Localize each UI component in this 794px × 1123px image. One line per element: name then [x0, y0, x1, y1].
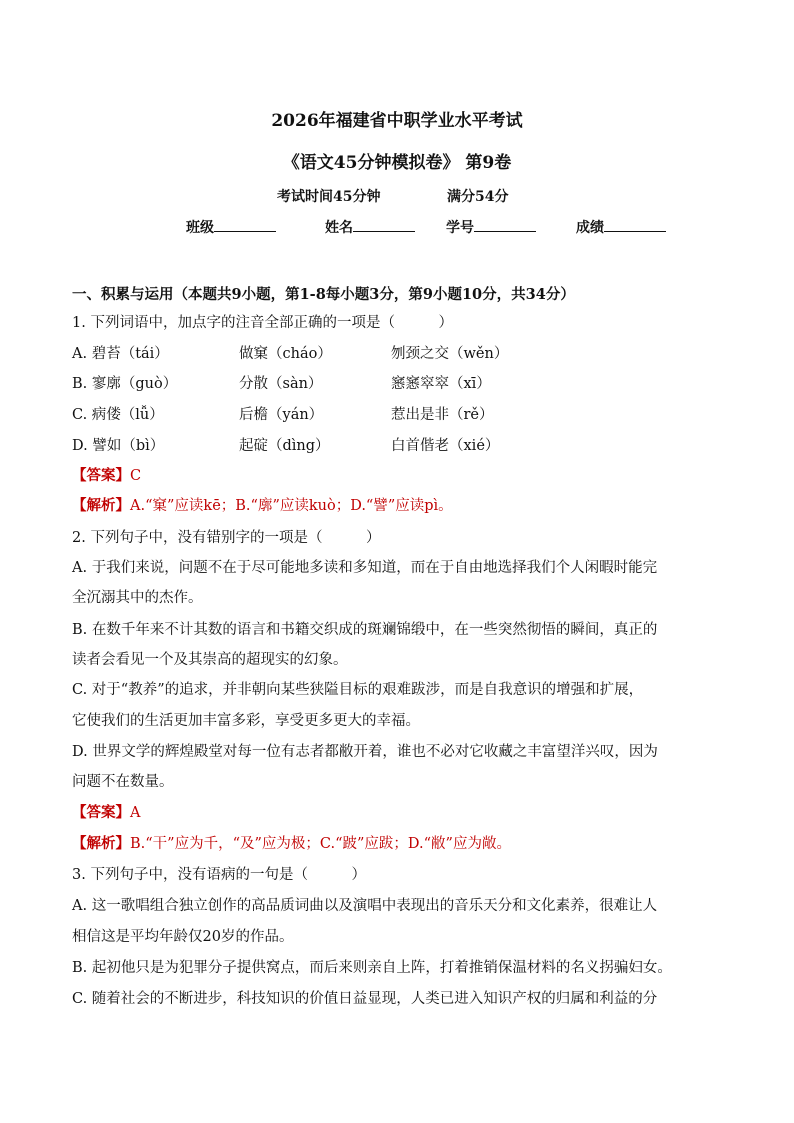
exam-subtitle: 《语文45分钟模拟卷》 第9卷 — [282, 153, 512, 173]
q1-option-c-2: 后檐（yán） — [239, 407, 324, 423]
q1-option-d-3: 白首偕老（xié） — [391, 438, 500, 454]
q2-option-d-line2: 问题不在数量。 — [72, 774, 174, 790]
q1-explain-tag: 【解析】 — [72, 497, 130, 514]
field-name-label: 姓名 — [325, 220, 353, 236]
q2-answer-value: A — [130, 805, 141, 821]
q1-option-a: A. 碧苔（tái） — [72, 346, 169, 362]
q1-option-b-2: 分散（sàn） — [239, 376, 323, 392]
field-id — [446, 217, 536, 237]
q3-option-a-line2: 相信这是平均年龄仅20岁的作品。 — [72, 929, 294, 945]
q1-option-b-3: 窸窸窣窣（xī） — [391, 376, 491, 392]
q2-option-c-line1: C. 对于“教养”的追求，并非朝向某些狭隘目标的艰难跋涉，而是自我意识的增强和扩展， — [72, 682, 644, 698]
field-id-label: 学号 — [446, 220, 474, 236]
q1-option-a-2: 做窠（cháo） — [239, 346, 332, 362]
q2-option-d-line1: D. 世界文学的辉煌殿堂对每一位有志者都敝开着，谁也不必对它收藏之丰富望洋兴叹，因为 — [72, 744, 658, 760]
q1-option-c: C. 病偻（lǚ） — [72, 407, 164, 423]
q1-option-c-3: 惹出是非（rě） — [391, 407, 494, 423]
q1-option-d-2: 起碇（dìng） — [239, 438, 330, 454]
q3-stem: 3. 下列句子中，没有语病的一句是（ ） — [72, 867, 366, 883]
q2-explain-text: B.“干”应为千，“及”应为极；C.“跛”应跋；D.“敝”应为敞。 — [130, 836, 511, 852]
q2-option-b-line1: B. 在数千年来不计其数的语言和书籍交织成的斑斓锦缎中，在一些突然彻悟的瞬间，真正的 — [72, 622, 658, 638]
q1-explain — [72, 496, 453, 516]
field-name-blank[interactable] — [353, 219, 415, 232]
exam-title: 2026年福建省中职学业水平考试 — [271, 111, 523, 131]
q2-answer — [72, 803, 140, 823]
q2-option-a-line1: A. 于我们来说，问题不在于尽可能地多读和多知道，而在于自由地选择我们个人闲暇时能完 — [72, 560, 658, 576]
q2-stem: 2. 下列句子中，没有错别字的一项是（ ） — [72, 530, 381, 546]
field-id-blank[interactable] — [474, 219, 536, 232]
field-class-label: 班级 — [186, 220, 214, 236]
q2-option-a-line2: 全沉溺其中的杰作。 — [72, 590, 203, 606]
q3-option-b-line1: B. 起初他只是为犯罪分子提供窝点，而后来则亲自上阵，打着推销保温材料的名义拐骗妇女。 — [72, 960, 672, 976]
exam-time: 考试时间45分钟 — [277, 189, 381, 205]
field-class-blank[interactable] — [214, 219, 276, 232]
q1-stem: 1. 下列词语中，加点字的注音全部正确的一项是（ ） — [72, 315, 453, 331]
field-grade-blank[interactable] — [604, 219, 666, 232]
section-heading: 一、积累与运用（本题共9小题，第1-8每小题3分，第9小题10分，共34分） — [72, 286, 575, 303]
q1-explain-text: A.“窠”应读kē；B.“廓”应读kuò；D.“譬”应读pì。 — [130, 498, 453, 514]
q1-answer-value: C — [130, 468, 142, 484]
field-grade — [576, 217, 666, 237]
field-name — [325, 217, 415, 237]
q2-option-b-line2: 读者会看见一个及其崇高的超现实的幻象。 — [72, 652, 348, 668]
q1-option-b: B. 寥廓（guò） — [72, 376, 178, 392]
q2-option-c-line2: 它使我们的生活更加丰富多彩，享受更多更大的幸福。 — [72, 713, 420, 729]
exam-score: 满分54分 — [447, 189, 509, 205]
q1-option-d: D. 譬如（bì） — [72, 438, 165, 454]
q2-answer-tag: 【答案】 — [72, 804, 130, 821]
q1-answer — [72, 466, 141, 486]
q2-explain — [72, 834, 511, 854]
q2-explain-tag: 【解析】 — [72, 835, 130, 852]
q3-option-c-line1: C. 随着社会的不断进步，科技知识的价值日益显现，人类已进入知识产权的归属和利益的分 — [72, 991, 658, 1007]
q3-option-a-line1: A. 这一歌唱组合独立创作的高品质词曲以及演唱中表现出的音乐天分和文化素养，很难让人 — [72, 898, 658, 914]
field-class — [186, 217, 276, 237]
q1-answer-tag: 【答案】 — [72, 467, 130, 484]
q1-option-a-3: 刎颈之交（wěn） — [391, 346, 509, 362]
field-grade-label: 成绩 — [576, 220, 604, 236]
